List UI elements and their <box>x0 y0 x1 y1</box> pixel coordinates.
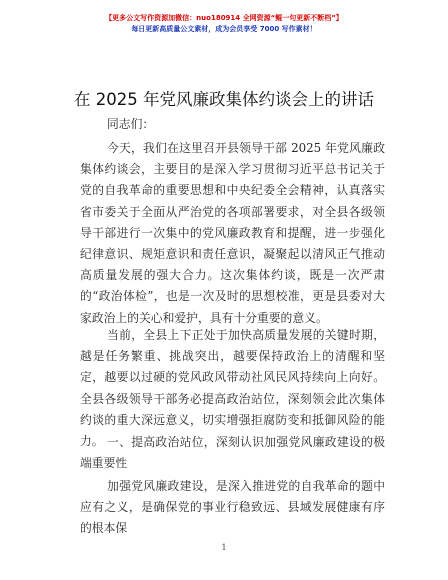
section-heading-1 <box>80 432 385 474</box>
document-title: 在 2025 年党风廉政集体约谈会上的讲话 <box>74 90 374 109</box>
promo-banner-blue: 每日更新高质量公文素材，成为会员享受 7000 写作素材！ <box>131 25 317 33</box>
page-number: 1 <box>221 543 227 552</box>
promo-banner-red: 【更多公文写作资源加微信：nuo180914 全网资源“鲲一句更新不断档”】 <box>105 14 343 22</box>
paragraph-3-text: 加强党风廉政建设，是深入推进党的自我革命的题中应有之义，是确保党的事业行稳致远、县域发展健康有序的根本保 <box>80 479 385 536</box>
salutation: 同志们： <box>107 117 155 131</box>
paragraph-2-text: 当前，全县上下正处于加快高质量发展的关键时期，越是任务繁重、挑战突出，越要保持政治上的清醒和坚定，越要以过硬的党风政风带动社风民风持续向上向好。全县各级领导干部务必提高政治站位，深刻领会此次集体约谈的重大深远意义，切实增强拒腐防变和抵御风险的能力。 <box>80 328 385 449</box>
paragraph-1 <box>80 138 385 329</box>
paragraph-1-text: 今天，我们在这里召开县领导干部 2025 年党风廉政集体约谈会，主要目的是深入学习贯彻习近平总书记关于党的自我革命的重要思想和中央纪委全会精神，认真落实省市委关于全面从严治党的各项部署要求，对全县各级领导干部进行一次集中的党风廉政教育和提醒，进一步强化纪律意识、规矩意识和责任意识，凝聚起以清风正气推动高质量发展的强大合力。这次集体约谈，既是一次严肃的“政治体检”，也是一次及时的思想校准，更是县委对大家政治上的关心和爱护，具有十分重要的意义。 <box>80 141 385 325</box>
paragraph-3 <box>80 476 385 540</box>
section-heading-1-text: 一、提高政治站位，深刻认识加强党风廉政建设的极端重要性 <box>80 435 385 471</box>
